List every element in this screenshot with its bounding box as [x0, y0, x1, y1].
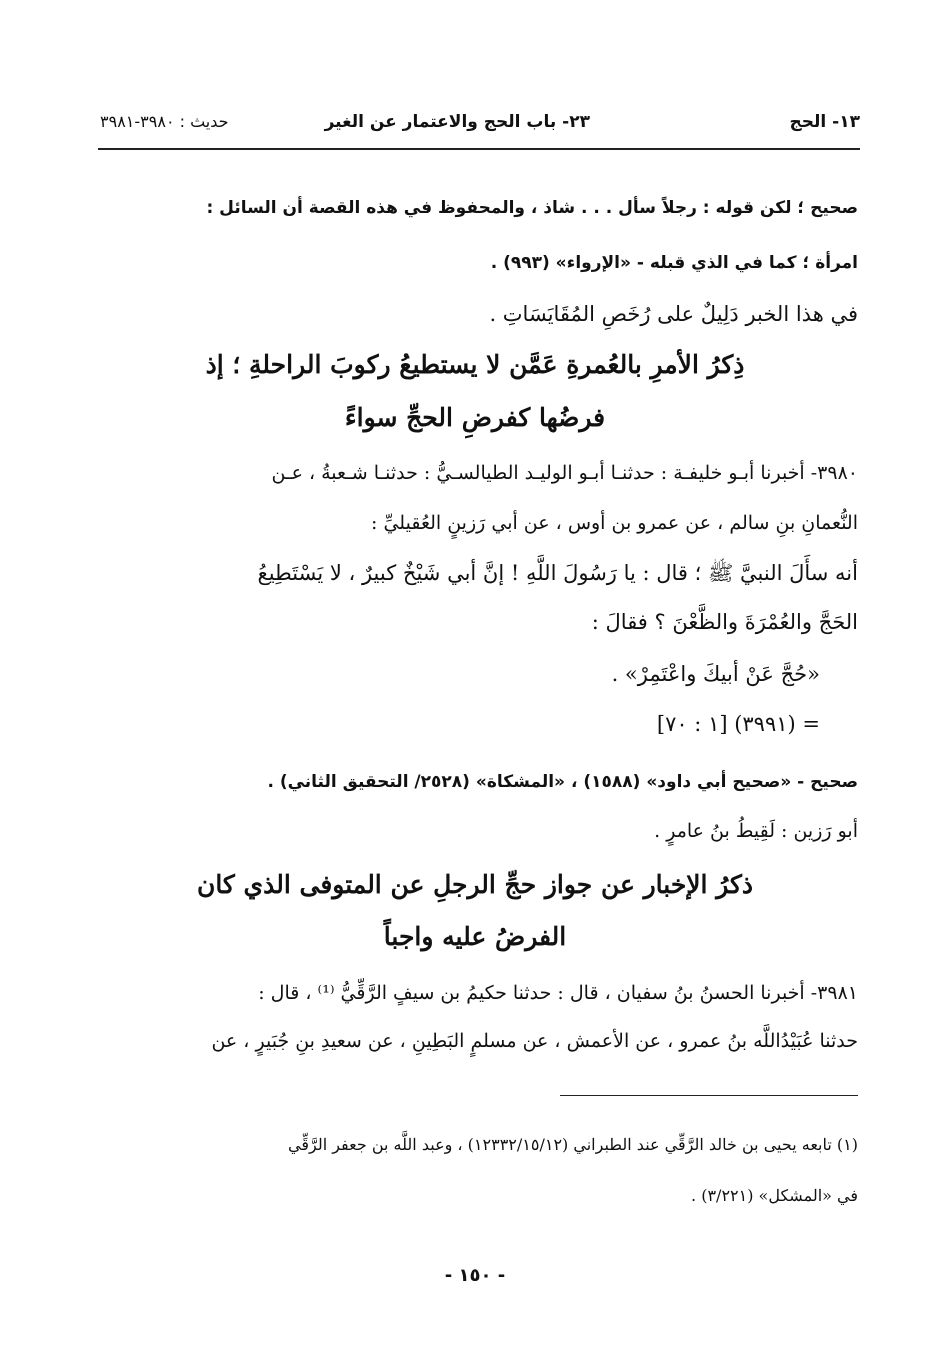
page-number: - ١٥٠ - — [444, 1265, 506, 1286]
footnote-line-2: في «المشكل» (٣/٢٢١) . — [691, 1186, 858, 1205]
hadith-3981-isnad-line-2: حدثنا عُبَيْدُاللَّه بنُ عمرو ، عن الأعمش ، عن مسلمٍ البَطِينِ ، عن سعيدِ بنِ جُبَيرٍ ، عن — [211, 1030, 858, 1052]
section-heading-2-line-1: ذكرُ الإخبار عن جواز حجِّ الرجلِ عن المتوفى الذي كان — [196, 870, 754, 899]
grading-note-line-1: صحيح ؛ لكن قوله : رجلاً سأل . . . شاذ ، والمحفوظ في هذه القصة أن السائل : — [206, 198, 858, 218]
running-header — [100, 112, 860, 146]
section-heading-line-1: ذِكرُ الأمرِ بالعُمرةِ عَمَّن لا يستطيعُ ركوبَ الراحلةِ ؛ إذ — [205, 350, 745, 379]
hadith-3980-matn-line-2: الحَجَّ والعُمْرَةَ والظَّعْنَ ؟ فقالَ : — [591, 610, 858, 634]
header-chapter: ٢٣- باب الحج والاعتمار عن الغير — [324, 112, 590, 132]
hadith-3980-matn-line-1: أنه سأَلَ النبيَّ ﷺ ؛ قال : يا رَسُولَ اللَّهِ ! إنَّ أبي شَيْخٌ كبيرٌ ، لا يَسْتَطِيعُ — [257, 561, 858, 585]
hadith-3980-isnad-line-1: ٣٩٨٠- أخبرنا أبـو خليفـة : حدثنـا أبـو الوليـد الطيالسـيُّ : حدثنـا شـعبةُ ، عـن — [271, 462, 858, 484]
hadith-3980-matn-line-3: «حُجَّ عَنْ أبيكَ واعْتَمِرْ» . — [611, 662, 820, 686]
section-heading-2-line-2: الفرضُ عليه واجباً — [383, 922, 567, 951]
header-rule — [98, 148, 860, 150]
header-hadith-range: حديث : ٣٩٨٠-٣٩٨١ — [100, 112, 229, 131]
footnote-rule — [560, 1095, 858, 1096]
hadith-3981-isnad-line-1: ٣٩٨١- أخبرنا الحسنُ بنُ سفيان ، قال : حدثنا حكيمُ بن سيفٍ الرَّقِّيُّ ⁽¹⁾ ، قال : — [258, 982, 858, 1004]
section-heading-line-2: فرضُها كفرضِ الحجِّ سواءً — [344, 403, 606, 432]
grading-note-line-2: امرأة ؛ كما في الذي قبله - «الإرواء» (٩٩٣) . — [490, 253, 858, 273]
hadith-3980-grading: صحيح - «صحيح أبي داود» (١٥٨٨) ، «المشكاة» (٢٥٢٨/ التحقيق الثاني) . — [267, 772, 858, 792]
footnote-line-1: (١) تابعه يحيى بن خالد الرَّقِّي عند الطبراني (١٢٣٣٢/١٥/١٢) ، وعبد اللَّه بن جعفر الرَّقِّي — [288, 1135, 858, 1154]
commentary-line: في هذا الخبر دَلِيلٌ على رُخَصِ المُقَايَسَاتِ . — [489, 302, 858, 326]
header-section: ١٣- الحج — [789, 112, 860, 132]
hadith-3980-reference: = (٣٩٩١) [١ : ٧٠] — [656, 712, 820, 736]
hadith-3980-isnad-line-2: النُّعمانِ بنِ سالم ، عن عمرو بن أوس ، عن أبي رَزينٍ العُقيليِّ : — [371, 512, 858, 534]
narrator-note: أبو رَزين : لَقِيطُ بنُ عامرٍ . — [654, 820, 858, 842]
